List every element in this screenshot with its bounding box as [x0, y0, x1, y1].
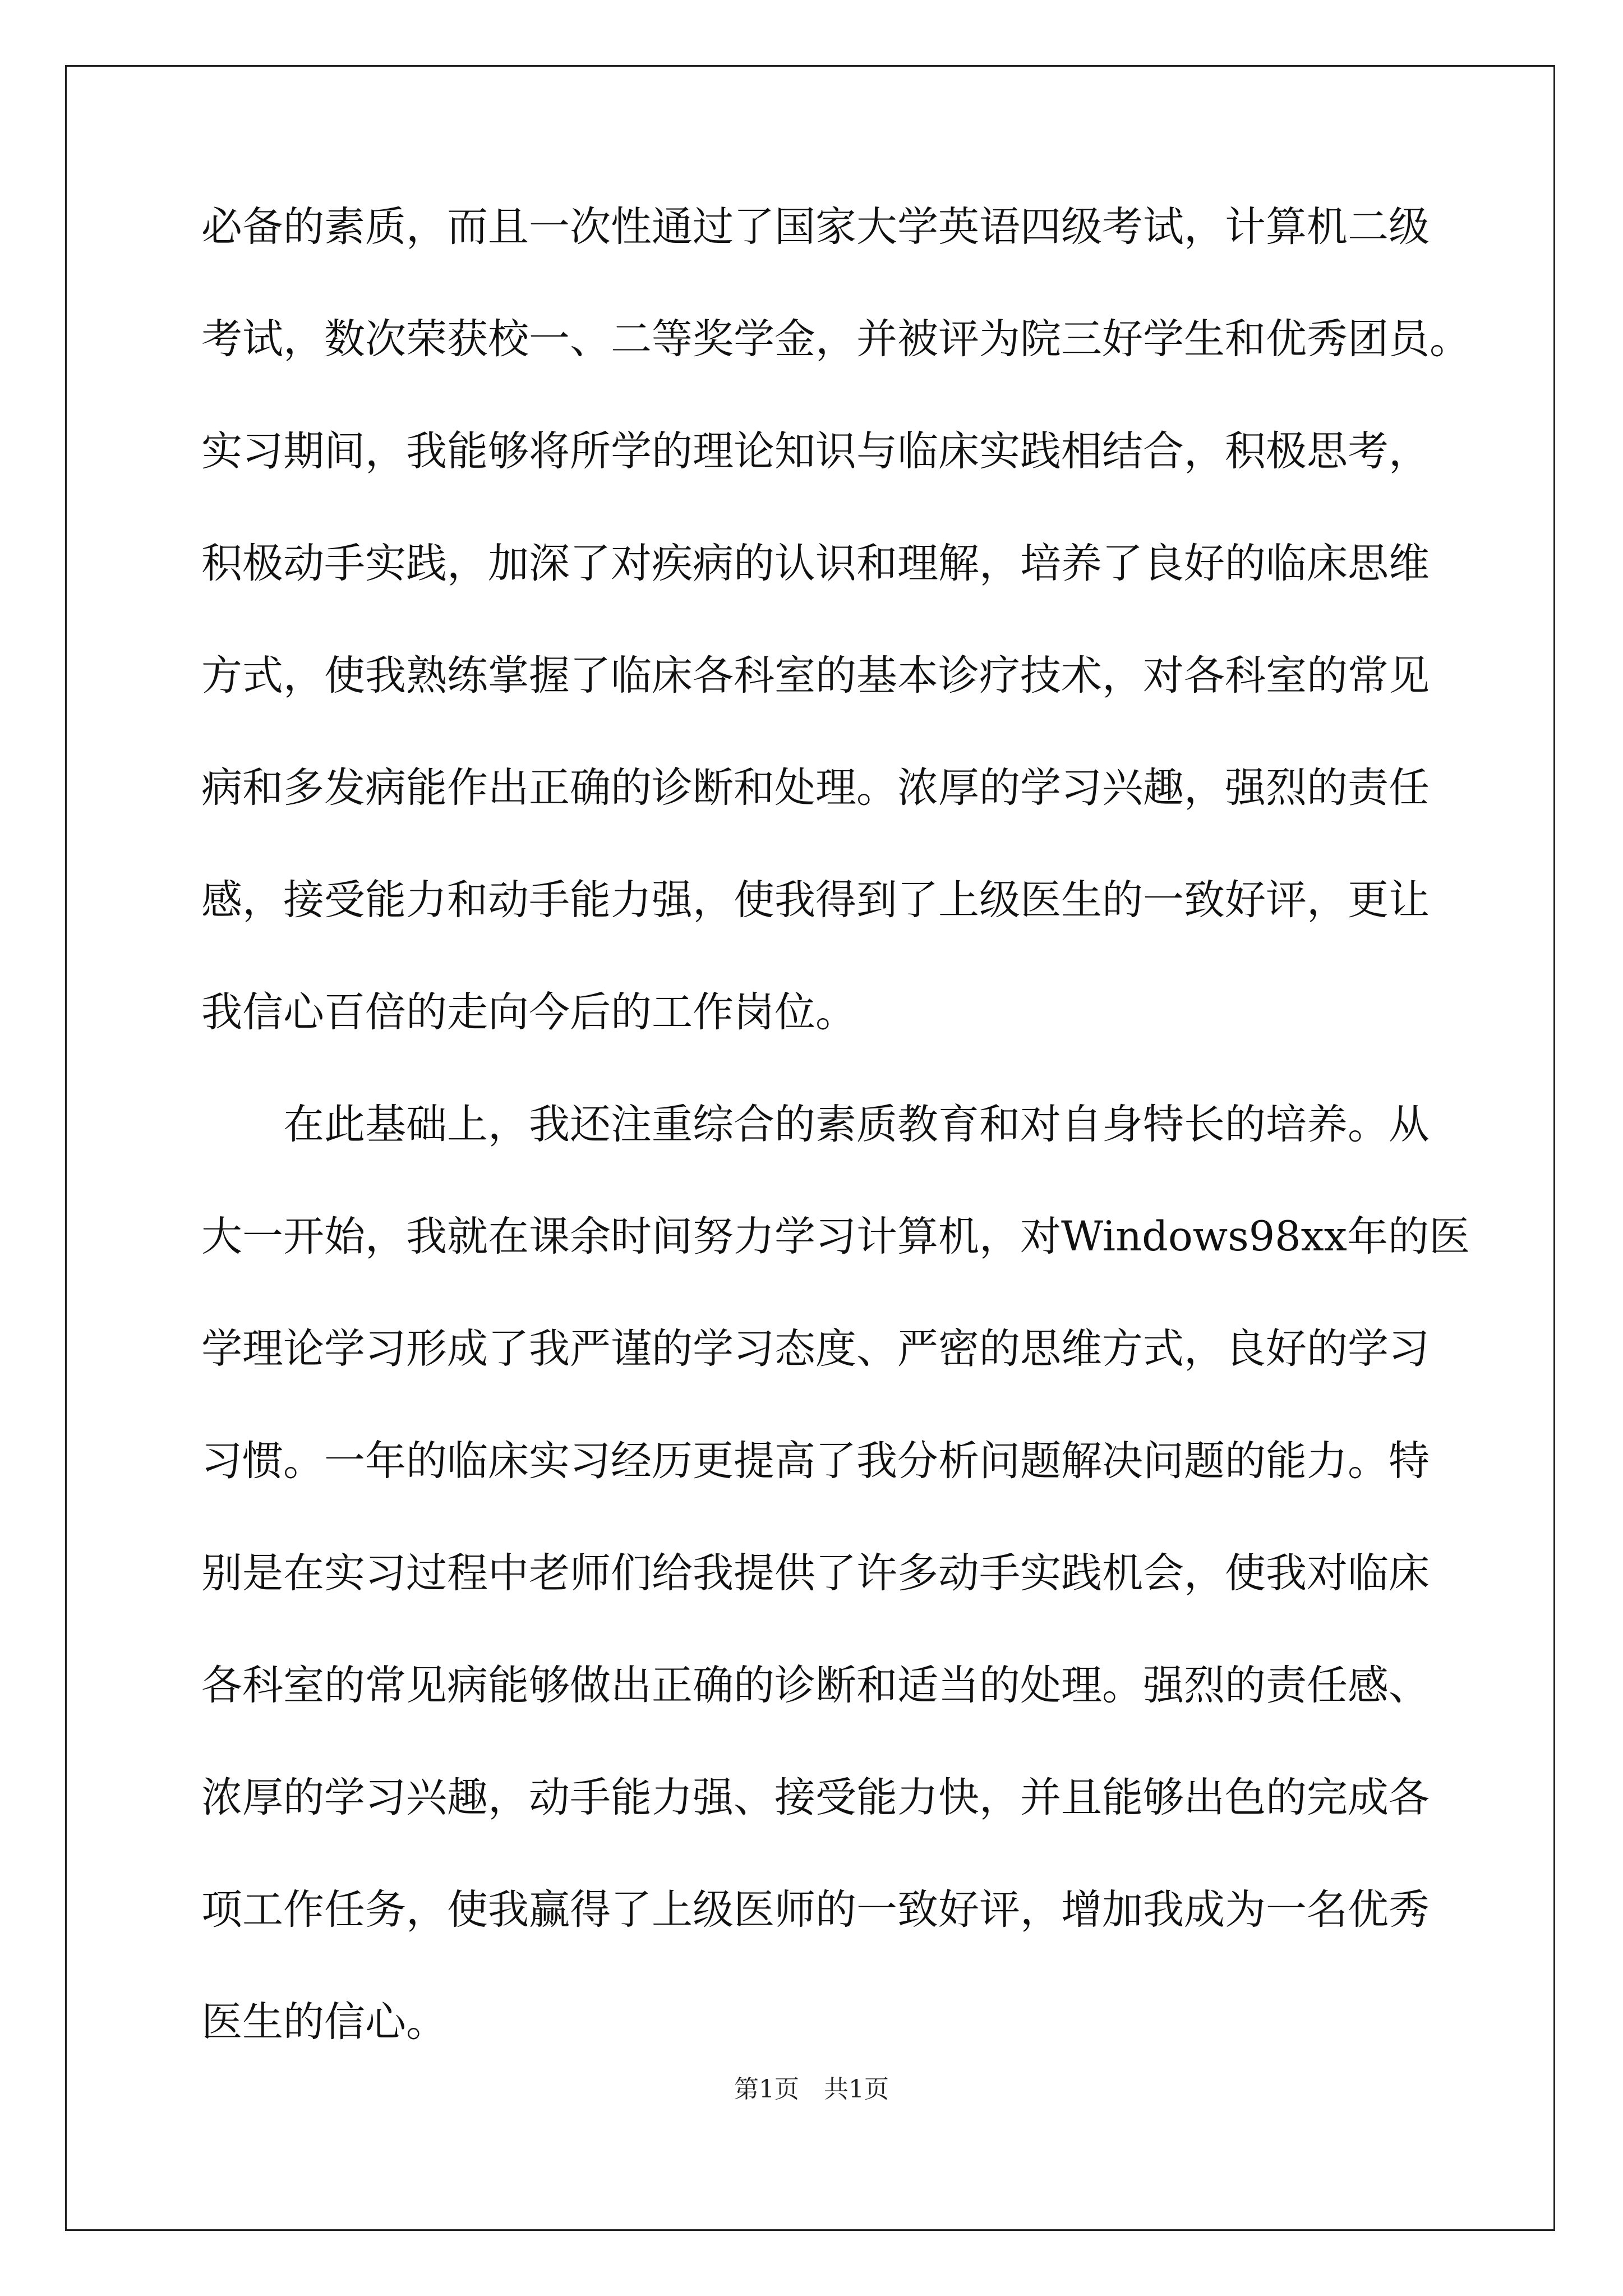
text-line: 感，接受能力和动手能力强，使我得到了上级医生的一致好评，更让 [201, 876, 1430, 924]
text-line: 方式，使我熟练掌握了临床各科室的基本诊疗技术，对各科室的常见 [201, 652, 1430, 700]
text-line: 学理论学习形成了我严谨的学习态度、严密的思维方式，良好的学习 [201, 1325, 1430, 1373]
text-line: 考试，数次荣获校一、二等奖学金，并被评为院三好学生和优秀团员。 [201, 315, 1470, 363]
text-line: 各科室的常见病能够做出正确的诊断和适当的处理。强烈的责任感、 [201, 1662, 1430, 1709]
text-line: 项工作任务，使我赢得了上级医师的一致好评，增加我成为一名优秀 [201, 1886, 1430, 1934]
text-line: 必备的素质，而且一次性通过了国家大学英语四级考试，计算机二级 [201, 203, 1430, 251]
text-line: 我信心百倍的走向今后的工作岗位。 [201, 988, 856, 1036]
text-line: 大一开始，我就在课余时间努力学习计算机，对Windows98xx年的医 [201, 1213, 1470, 1260]
page-footer [0, 2073, 1623, 2106]
text-line: 别是在实习过程中老师们给我提供了许多动手实践机会，使我对临床 [201, 1549, 1430, 1597]
text-line: 医生的信心。 [201, 1998, 447, 2046]
text-line: 积极动手实践，加深了对疾病的认识和理解，培养了良好的临床思维 [201, 540, 1430, 587]
page-number: 第1页 [734, 2075, 799, 2104]
page-total: 共1页 [824, 2075, 889, 2104]
text-line: 浓厚的学习兴趣，动手能力强、接受能力快，并且能够出色的完成各 [201, 1774, 1430, 1821]
text-line: 实习期间，我能够将所学的理论知识与临床实践相结合，积极思考， [201, 427, 1430, 475]
text-line: 病和多发病能作出正确的诊断和处理。浓厚的学习兴趣，强烈的责任 [201, 764, 1430, 812]
text-line: 习惯。一年的临床实习经历更提高了我分析问题解决问题的能力。特 [201, 1437, 1430, 1485]
paragraph-first-line: 在此基础上，我还注重综合的素质教育和对自身特长的培养。从 [283, 1101, 1430, 1148]
